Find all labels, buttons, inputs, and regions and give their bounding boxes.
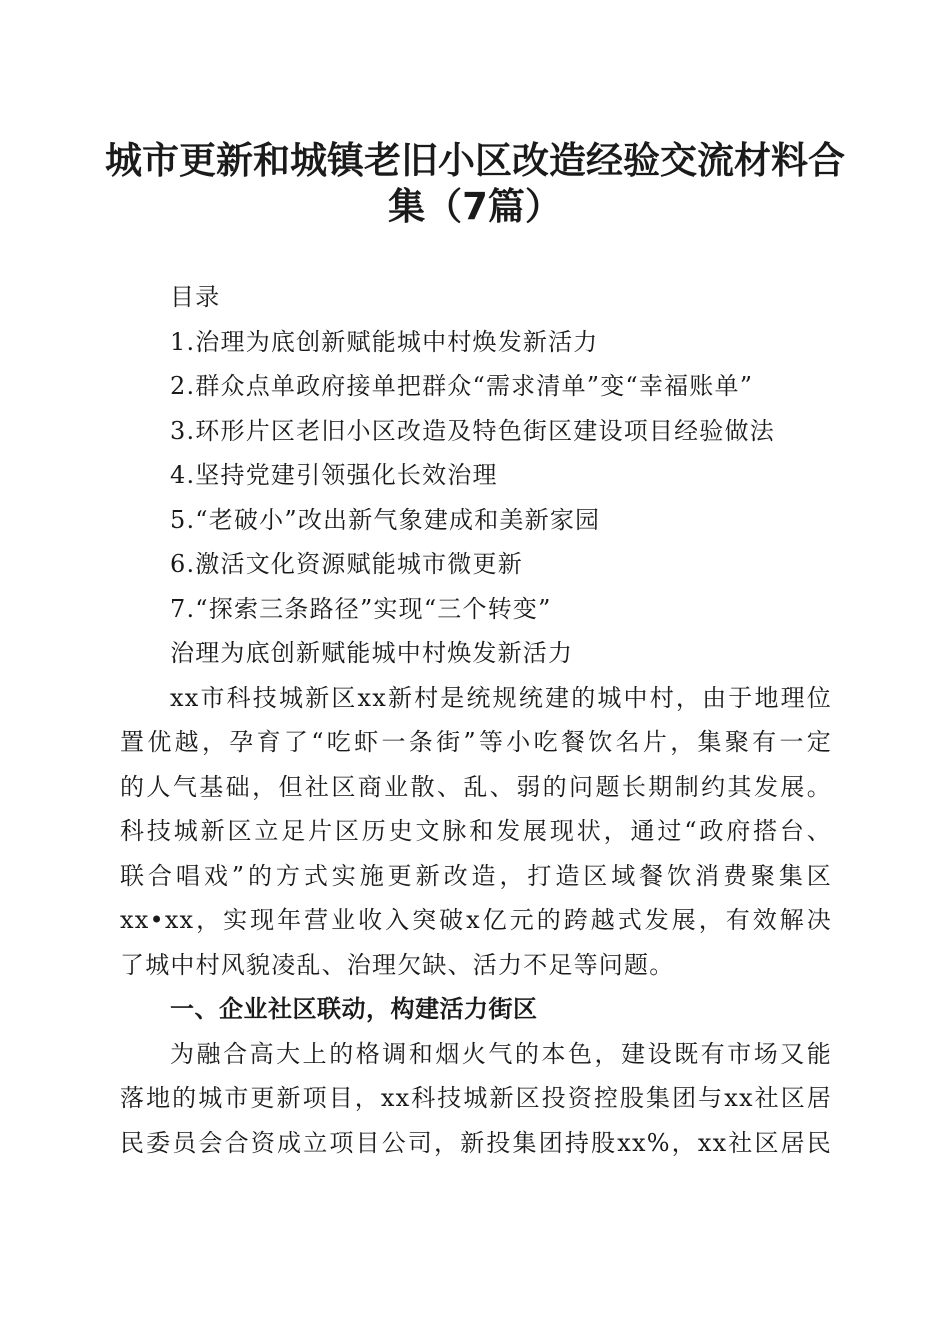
paragraph-2-line-3: 民委员会合资成立项目公司，新投集团持股xx%，xx社区居民 xyxy=(120,1129,832,1157)
toc-item-3: 3.环形片区老旧小区改造及特色街区建设项目经验做法 xyxy=(170,417,775,445)
paragraph-1-line-5: 联合唱戏”的方式实施更新改造，打造区域餐饮消费聚集区 xyxy=(120,862,832,890)
paragraph-1-line-7: 了城中村风貌凌乱、治理欠缺、活力不足等问题。 xyxy=(120,951,675,979)
paragraph-1-line-4: 科技城新区立足片区历史文脉和发展现状，通过“政府搭台、 xyxy=(120,817,832,845)
article-title: 治理为底创新赋能城中村焕发新活力 xyxy=(170,639,574,667)
toc-label: 目录 xyxy=(170,283,221,311)
toc-item-5: 5.“老破小”改出新气象建成和美新家园 xyxy=(170,506,601,534)
section-1-heading: 一、企业社区联动，构建活力街区 xyxy=(170,995,538,1023)
toc-item-2: 2.群众点单政府接单把群众“需求清单”变“幸福账单” xyxy=(170,372,754,400)
paragraph-1-line-1: xx市科技城新区xx新村是统规统建的城中村，由于地理位 xyxy=(170,684,832,712)
paragraph-2-line-2: 落地的城市更新项目，xx科技城新区投资控股集团与xx社区居 xyxy=(120,1084,832,1112)
toc-item-4: 4.坚持党建引领强化长效治理 xyxy=(170,461,498,489)
paragraph-1-line-3: 的人气基础，但社区商业散、乱、弱的问题长期制约其发展。 xyxy=(120,773,832,801)
document-title-line-1: 城市更新和城镇老旧小区改造经验交流材料合 xyxy=(105,139,845,182)
paragraph-1-line-2: 置优越，孕育了“吃虾一条街”等小吃餐饮名片，集聚有一定 xyxy=(120,728,832,756)
paragraph-1-line-6: xx•xx，实现年营业收入突破x亿元的跨越式发展，有效解决 xyxy=(120,906,832,934)
toc-item-7: 7.“探索三条路径”实现“三个转变” xyxy=(170,595,552,623)
toc-item-1: 1.治理为底创新赋能城中村焕发新活力 xyxy=(170,328,599,356)
toc-item-6: 6.激活文化资源赋能城市微更新 xyxy=(170,550,523,578)
paragraph-2-line-1: 为融合高大上的格调和烟火气的本色，建设既有市场又能 xyxy=(170,1040,832,1068)
document-title-line-2: 集（7篇） xyxy=(388,185,562,228)
